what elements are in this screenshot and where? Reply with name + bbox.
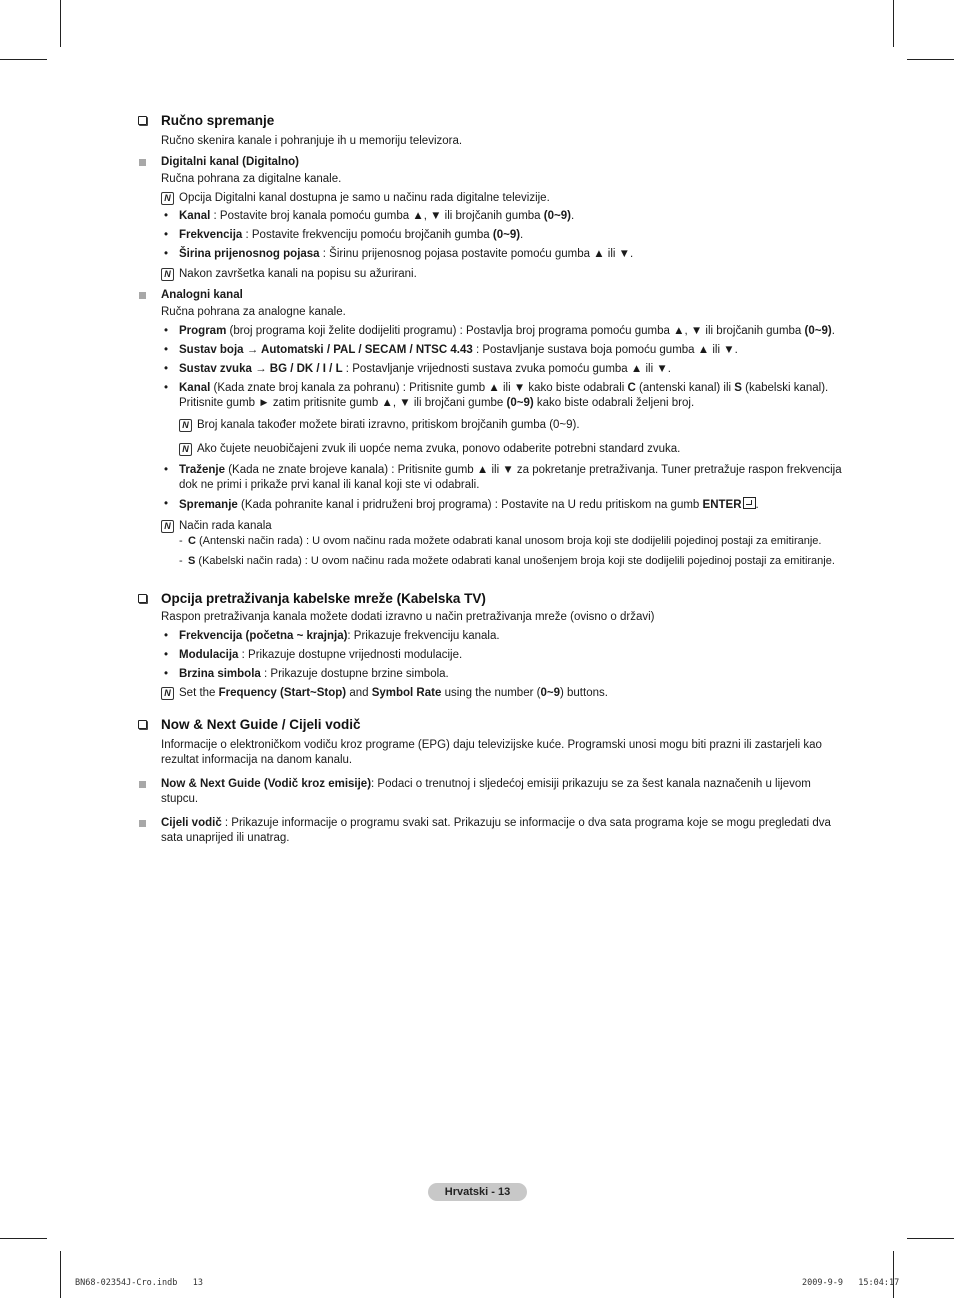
subsection-title-analog: Analogni kanal — [138, 288, 842, 303]
print-timestamp: 2009-9-9 15:04:17 — [802, 1278, 900, 1288]
print-file-info: BN68-02354J-Cro.indb 13 — [75, 1278, 203, 1288]
bullet-dot-icon: • — [164, 363, 169, 375]
crop-mark — [60, 0, 61, 47]
list-item: • Spremanje (Kada pohranite kanal i pridruženi broj programa) : Postavite na U redu pritiskom na gumb ENTER . — [164, 498, 759, 511]
list-item: • Sustav zvuka → BG / DK / I / L : Postavljanje vrijednosti sustava zvuka pomoću gumba ▲ ili ▼. — [164, 363, 671, 375]
checkbox-bullet-icon — [138, 720, 147, 729]
note-icon: N — [161, 687, 174, 700]
guide-item: Cijeli vodič : Prikazuje informacije o programu svaki sat. Prikazuju se informacije o dva sata programa koje se mogu pregledati dva sata unaprijed ili unatrag. — [138, 816, 842, 846]
dash-bullet: - — [179, 535, 183, 547]
checkbox-bullet-icon — [138, 594, 147, 603]
section-title-guide: Now & Next Guide / Cijeli vodič — [138, 716, 842, 733]
list-item: • Modulacija : Prikazuje dostupne vrijednosti modulacije. — [164, 649, 463, 661]
bullet-dot-icon: • — [164, 668, 169, 680]
note: N Opcija Digitalni kanal dostupna je samo u načinu rada digitalne televizije. — [161, 191, 842, 206]
page-content — [138, 112, 842, 846]
crop-mark — [907, 59, 954, 60]
subsection-title-digital: Digitalni kanal (Digitalno) — [138, 155, 842, 170]
bullet-dot-icon: • — [164, 248, 169, 260]
checkbox-bullet-icon — [138, 116, 147, 125]
bullet-dot-icon: • — [164, 210, 169, 222]
dash-bullet: - — [179, 555, 183, 567]
note-icon: N — [161, 520, 174, 533]
note: N Broj kanala također možete birati izravno, pritiskom brojčanih gumba (0~9). — [179, 418, 842, 433]
section-description: Raspon pretraživanja kanala možete dodati izravno u način pretraživanja mreže (ovisno o državi) — [161, 611, 655, 623]
note: N Ako čujete neuobičajeni zvuk ili uopće nema zvuka, ponovo odaberite potrebni standard zvuka. — [179, 442, 842, 457]
crop-mark — [0, 59, 47, 60]
note: N Nakon završetka kanali na popisu su ažurirani. — [161, 267, 842, 282]
guide-item: Now & Next Guide (Vodič kroz emisije): Podaci o trenutnoj i sljedećoj emisiji prikazuju se za šest kanala naznačenih u lijevom stupcu. — [138, 777, 842, 807]
page-number-badge: Hrvatski - 13 — [428, 1183, 527, 1201]
crop-mark — [893, 1251, 894, 1298]
note-icon: N — [161, 192, 174, 205]
note-icon: N — [161, 268, 174, 281]
section-description: Ručno skenira kanale i pohranjuje ih u memoriju televizora. — [161, 135, 463, 147]
crop-mark — [893, 0, 894, 47]
note: N Način rada kanala — [161, 519, 842, 534]
note-icon: N — [179, 419, 192, 432]
list-item: • Frekvencija (početna ~ krajnja): Prikazuje frekvenciju kanala. — [164, 630, 500, 642]
bullet-dot-icon: • — [164, 464, 169, 476]
subsection-description: Ručna pohrana za analogne kanale. — [161, 306, 346, 318]
bullet-dot-icon: • — [164, 344, 169, 356]
list-item: • Brzina simbola : Prikazuje dostupne brzine simbola. — [164, 668, 449, 680]
bullet-dot-icon: • — [164, 498, 169, 510]
crop-mark — [60, 1251, 61, 1298]
subsection-description: Ručna pohrana za digitalne kanale. — [161, 173, 342, 185]
bullet-dot-icon: • — [164, 382, 169, 394]
bullet-dot-icon: • — [164, 325, 169, 337]
list-item: • Širina prijenosnog pojasa : Širinu prijenosnog pojasa postavite pomoću gumba ▲ ili ▼. — [164, 248, 634, 260]
square-bullet-icon — [139, 292, 146, 299]
crop-mark — [0, 1238, 47, 1239]
list-item: • Kanal : Postavite broj kanala pomoću gumba ▲, ▼ ili brojčanih gumba (0~9). — [164, 210, 575, 222]
list-item: • Program (broj programa koji želite dodijeliti programu) : Postavlja broj programa pomoću gumba ▲, ▼ ili brojčanih gumba (0~9). — [164, 325, 835, 337]
list-item: - S (Kabelski način rada) : U ovom načinu rada možete odabrati kanal unošenjem broja koji ste dodijelili pojedinoj postaji za emitiranje. — [179, 555, 835, 567]
list-item: • Frekvencija : Postavite frekvenciju pomoću brojčanih gumba (0~9). — [164, 229, 524, 241]
square-bullet-icon — [139, 820, 146, 827]
enter-icon — [743, 497, 756, 509]
bullet-dot-icon: • — [164, 630, 169, 642]
list-item: - C (Antenski način rada) : U ovom načinu rada možete odabrati kanal unosom broja koji ste dodijelili pojedinoj postaji za emitiranje. — [179, 535, 822, 547]
square-bullet-icon — [139, 781, 146, 788]
note-icon: N — [179, 443, 192, 456]
section-title-cable-search: Opcija pretraživanja kabelske mreže (Kabelska TV) — [138, 590, 842, 607]
square-bullet-icon — [139, 159, 146, 166]
crop-mark — [907, 1238, 954, 1239]
list-item: • Traženje (Kada ne znate brojeve kanala) : Pritisnite gumb ▲ ili ▼ za pokretanje pretraživanja. Tuner pretražuje raspon frekvencija dok ne primi i prikaže prvi kanal ili kanal koji ste vi odabrali. — [164, 464, 842, 491]
section-description: Informacije o elektroničkom vodiču kroz programe (EPG) daju televizijske kuće. Programski unosi mogu biti prazni ili zastarjeli kao rezultat informacija na danom kanalu. — [161, 739, 822, 766]
section-title-manual-store: Ručno spremanje — [138, 112, 842, 129]
bullet-dot-icon: • — [164, 229, 169, 241]
list-item: • Sustav boja → Automatski / PAL / SECAM / NTSC 4.43 : Postavljanje sustava boja pomoću gumba ▲ ili ▼. — [164, 344, 738, 356]
list-item: • Kanal (Kada znate broj kanala za pohranu) : Pritisnite gumb ▲ ili ▼ kako biste odabrali C (antenski kanal) ili S (kabelski kanal). Pritisnite gumb ► zatim pritisnite gumb ▲, ▼ ili brojčani gumbe (0~9) kako biste odabrali željeni broj. — [164, 382, 829, 409]
bullet-dot-icon: • — [164, 649, 169, 661]
note: N Set the Frequency (Start~Stop) and Symbol Rate using the number (0~9) buttons. — [161, 686, 842, 701]
